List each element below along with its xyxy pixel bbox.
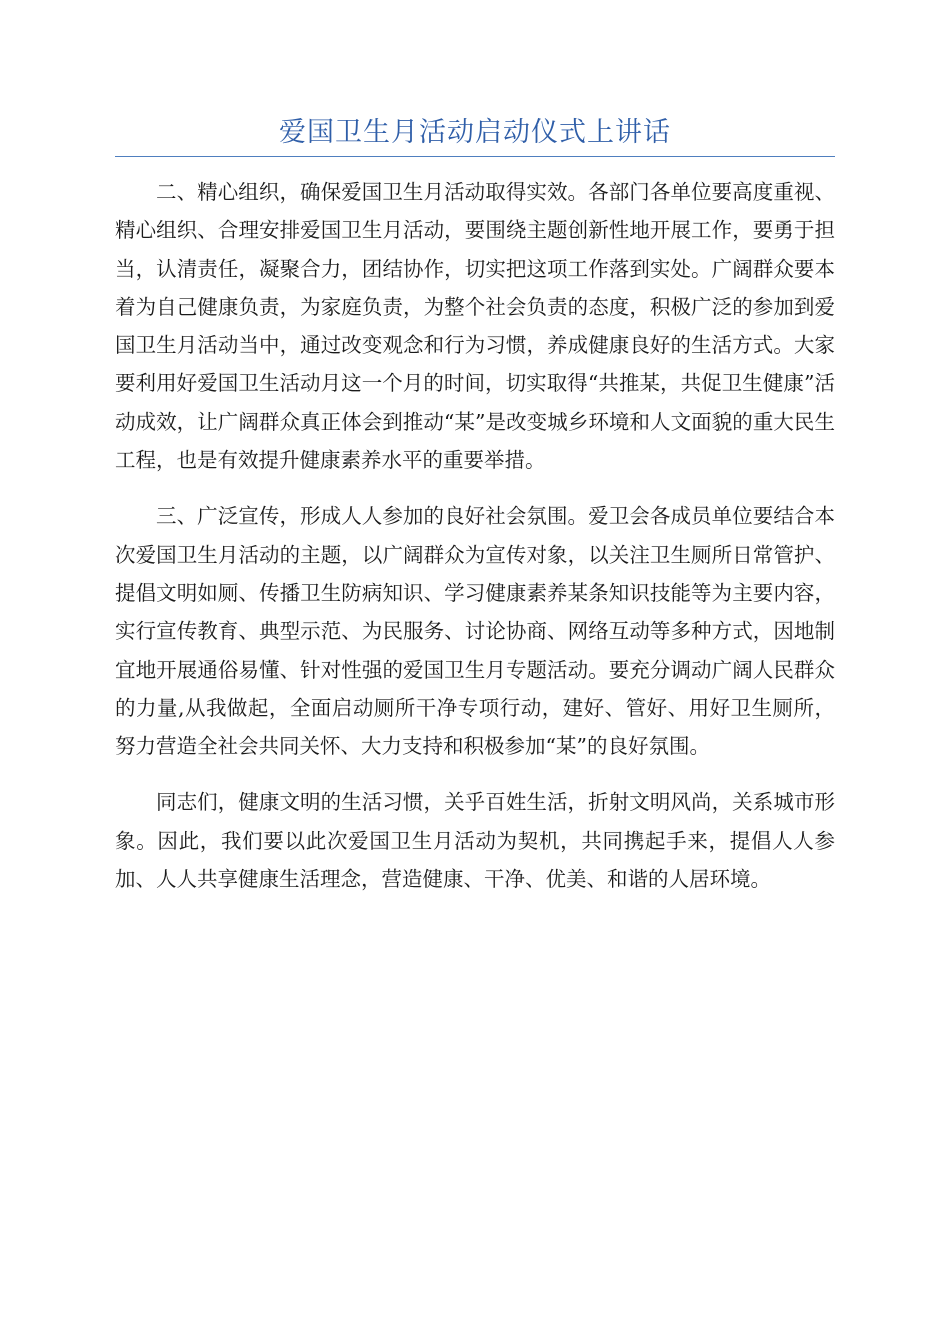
document-body — [115, 173, 835, 916]
title-block — [115, 112, 835, 157]
paragraph-publicity: 三、广泛宣传，形成人人参加的良好社会氛围。爱卫会各成员单位要结合本次爱国卫生月活动的主题，以广阔群众为宣传对象，以关注卫生厕所日常管护、提倡文明如厕、传播卫生防病知识、学习健康素养某条知识技能等为主要内容，实行宣传教育、典型示范、为民服务、讨论协商、网络互动等多种方式，因地制宜地开展通俗易懂、针对性强的爱国卫生月专题活动。要充分调动广阔人民群众的力量,从我做起，全面启动厕所干净专项行动，建好、管好、用好卫生厕所，努力营造全社会共同关怀、大力支持和积极参加“某”的良好氛围。 — [115, 504, 835, 759]
paragraph-organize: 二、精心组织，确保爱国卫生月活动取得实效。各部门各单位要高度重视、精心组织、合理安排爱国卫生月活动，要围绕主题创新性地开展工作，要勇于担当，认清责任，凝聚合力，团结协作，切实把这项工作落到实处。广阔群众要本着为自己健康负责，为家庭负责，为整个社会负责的态度，积极广泛的参加到爱国卫生月活动当中，通过改变观念和行为习惯，养成健康良好的生活方式。大家要利用好爱国卫生活动月这一个月的时间，切实取得“共推某，共促卫生健康”活动成效，让广阔群众真正体会到推动“某”是改变城乡环境和人文面貌的重大民生工程，也是有效提升健康素养水平的重要举措。 — [115, 180, 835, 473]
paragraph-closing: 同志们，健康文明的生活习惯，关乎百姓生活，折射文明风尚，关系城市形象。因此，我们要以此次爱国卫生月活动为契机，共同携起手来，提倡人人参加、人人共享健康生活理念，营造健康、干净、优美、和谐的人居环境。 — [115, 790, 835, 892]
document-title: 爱国卫生月活动启动仪式上讲话 — [279, 117, 671, 148]
